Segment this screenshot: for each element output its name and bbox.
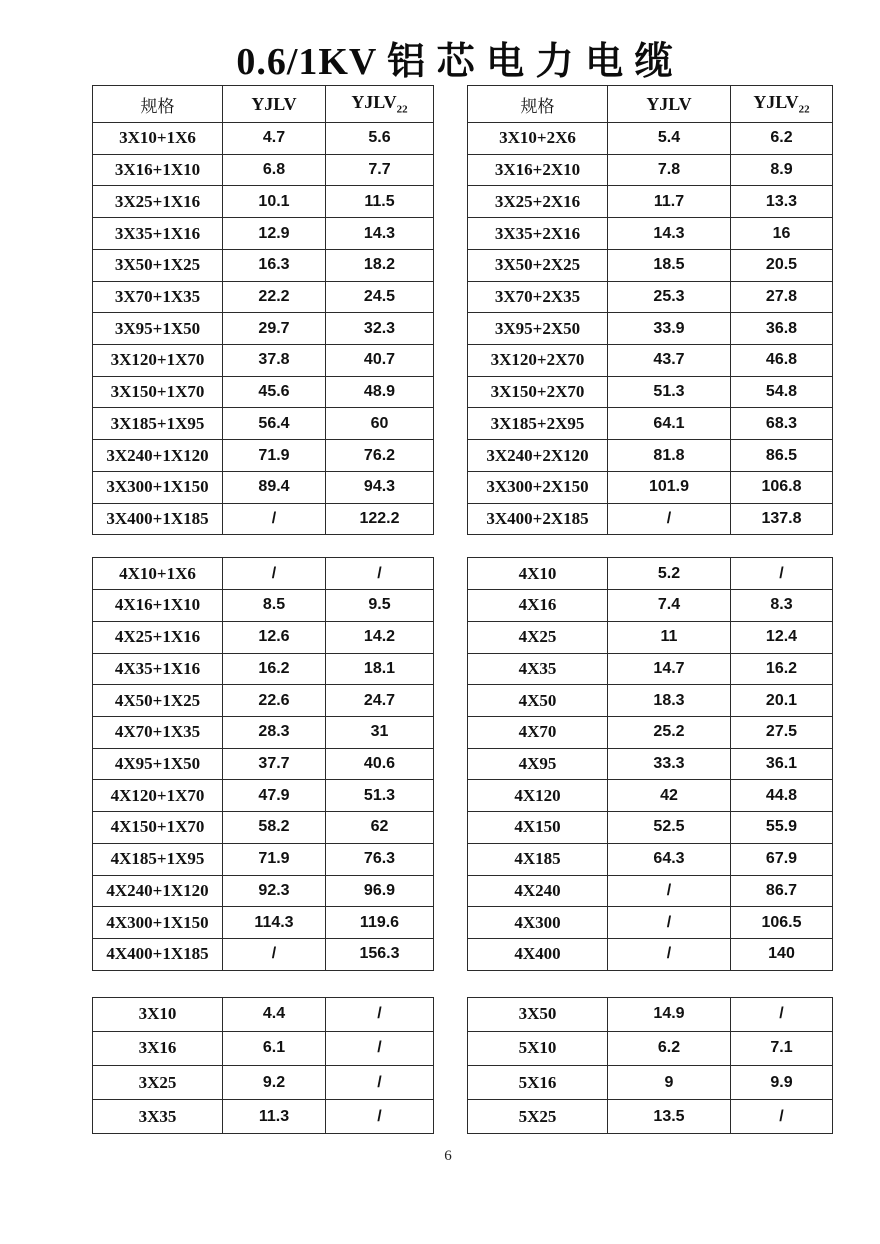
- value-cell: /: [326, 1100, 434, 1134]
- value-cell: 28.3: [223, 716, 326, 748]
- table-row: [93, 843, 434, 875]
- spec-cell: 3X120+2X70: [468, 345, 608, 377]
- table-row: [468, 621, 833, 653]
- value-cell: 62: [326, 812, 434, 844]
- value-cell: 114.3: [223, 907, 326, 939]
- spec-cell: 4X70+1X35: [93, 716, 223, 748]
- table-row: [93, 1031, 434, 1065]
- value-cell: 64.3: [608, 843, 731, 875]
- table-row: [468, 653, 833, 685]
- table-row: [468, 558, 833, 590]
- table-row: [468, 997, 833, 1031]
- value-cell: 27.5: [731, 716, 833, 748]
- table-row: [93, 313, 434, 345]
- header-spec: 规格: [468, 86, 608, 123]
- table-row: [93, 249, 434, 281]
- value-cell: 86.5: [731, 440, 833, 472]
- table-row: [93, 503, 434, 535]
- table-row: [468, 716, 833, 748]
- spec-cell: 3X50+1X25: [93, 249, 223, 281]
- spec-cell: 4X25: [468, 621, 608, 653]
- value-cell: 16.3: [223, 249, 326, 281]
- spec-cell: 4X50: [468, 685, 608, 717]
- value-cell: 52.5: [608, 812, 731, 844]
- value-cell: /: [608, 875, 731, 907]
- value-cell: 12.6: [223, 621, 326, 653]
- spec-cell: 4X185: [468, 843, 608, 875]
- value-cell: 33.9: [608, 313, 731, 345]
- table-row: [93, 621, 434, 653]
- value-cell: 8.9: [731, 154, 833, 186]
- spec-cell: 3X400+2X185: [468, 503, 608, 535]
- header-yjlv22-subscript: 22: [396, 103, 408, 116]
- table-row: [468, 376, 833, 408]
- value-cell: /: [223, 558, 326, 590]
- table-row: [93, 748, 434, 780]
- value-cell: /: [326, 997, 434, 1031]
- table-row: [468, 503, 833, 535]
- value-cell: /: [326, 1031, 434, 1065]
- value-cell: 9: [608, 1066, 731, 1100]
- spec-cell: 4X300: [468, 907, 608, 939]
- value-cell: 55.9: [731, 812, 833, 844]
- spec-cell: 3X35+2X16: [468, 218, 608, 250]
- value-cell: 47.9: [223, 780, 326, 812]
- table-header-row: [93, 86, 434, 123]
- spec-cell: 4X400: [468, 938, 608, 970]
- spec-cell: 4X240: [468, 875, 608, 907]
- table-header-row: [468, 86, 833, 123]
- table-row: [468, 123, 833, 155]
- value-cell: 122.2: [326, 503, 434, 535]
- value-cell: 22.6: [223, 685, 326, 717]
- spec-cell: 4X400+1X185: [93, 938, 223, 970]
- spec-cell: 4X95: [468, 748, 608, 780]
- value-cell: 11.3: [223, 1100, 326, 1134]
- value-cell: 13.3: [731, 186, 833, 218]
- value-cell: 48.9: [326, 376, 434, 408]
- table-row: [93, 123, 434, 155]
- spec-cell: 3X240+2X120: [468, 440, 608, 472]
- value-cell: 81.8: [608, 440, 731, 472]
- spec-cell: 3X35+1X16: [93, 218, 223, 250]
- value-cell: 71.9: [223, 440, 326, 472]
- table-row: [468, 218, 833, 250]
- value-cell: 5.6: [326, 123, 434, 155]
- table-row: [468, 748, 833, 780]
- value-cell: 18.1: [326, 653, 434, 685]
- value-cell: 140: [731, 938, 833, 970]
- spec-cell: 3X10+1X6: [93, 123, 223, 155]
- table-row: [93, 938, 434, 970]
- value-cell: 11.5: [326, 186, 434, 218]
- spec-cell: 3X16: [93, 1031, 223, 1065]
- table-row: [468, 812, 833, 844]
- value-cell: 42: [608, 780, 731, 812]
- spec-table-right-bottom: [467, 997, 833, 1135]
- table-row: [93, 376, 434, 408]
- value-cell: 24.7: [326, 685, 434, 717]
- table-row: [93, 812, 434, 844]
- spec-cell: 5X25: [468, 1100, 608, 1134]
- spec-cell: 3X25+2X16: [468, 186, 608, 218]
- value-cell: /: [223, 503, 326, 535]
- value-cell: 137.8: [731, 503, 833, 535]
- table-row: [468, 780, 833, 812]
- table-row: [93, 408, 434, 440]
- value-cell: 8.5: [223, 590, 326, 622]
- value-cell: 25.2: [608, 716, 731, 748]
- value-cell: 43.7: [608, 345, 731, 377]
- right-column: [467, 85, 832, 1134]
- spec-cell: 3X25: [93, 1066, 223, 1100]
- value-cell: 13.5: [608, 1100, 731, 1134]
- value-cell: 76.2: [326, 440, 434, 472]
- value-cell: 18.5: [608, 249, 731, 281]
- value-cell: 106.5: [731, 907, 833, 939]
- value-cell: 58.2: [223, 812, 326, 844]
- value-cell: 4.4: [223, 997, 326, 1031]
- spec-cell: 4X300+1X150: [93, 907, 223, 939]
- spec-cell: 3X300+2X150: [468, 471, 608, 503]
- value-cell: 106.8: [731, 471, 833, 503]
- value-cell: /: [731, 997, 833, 1031]
- value-cell: 156.3: [326, 938, 434, 970]
- table-row: [468, 685, 833, 717]
- spec-cell: 3X70+2X35: [468, 281, 608, 313]
- value-cell: 37.7: [223, 748, 326, 780]
- value-cell: /: [608, 907, 731, 939]
- value-cell: 14.9: [608, 997, 731, 1031]
- value-cell: 64.1: [608, 408, 731, 440]
- header-yjlv22: [326, 86, 434, 123]
- table-row: [93, 590, 434, 622]
- spec-cell: 4X70: [468, 716, 608, 748]
- value-cell: 9.9: [731, 1066, 833, 1100]
- spec-cell: 3X50+2X25: [468, 249, 608, 281]
- value-cell: 6.2: [608, 1031, 731, 1065]
- value-cell: 18.3: [608, 685, 731, 717]
- spec-cell: 4X50+1X25: [93, 685, 223, 717]
- value-cell: 6.8: [223, 154, 326, 186]
- table-row: [468, 471, 833, 503]
- spec-cell: 4X95+1X50: [93, 748, 223, 780]
- table-row: [468, 938, 833, 970]
- value-cell: /: [608, 938, 731, 970]
- value-cell: 7.1: [731, 1031, 833, 1065]
- value-cell: /: [326, 1066, 434, 1100]
- spec-cell: 3X70+1X35: [93, 281, 223, 313]
- value-cell: 44.8: [731, 780, 833, 812]
- header-yjlv22-subscript: 22: [798, 103, 810, 116]
- value-cell: /: [223, 938, 326, 970]
- value-cell: 11.7: [608, 186, 731, 218]
- value-cell: 8.3: [731, 590, 833, 622]
- value-cell: 37.8: [223, 345, 326, 377]
- table-row: [468, 1066, 833, 1100]
- spec-cell: 4X35+1X16: [93, 653, 223, 685]
- value-cell: 25.3: [608, 281, 731, 313]
- value-cell: 40.7: [326, 345, 434, 377]
- table-row: [468, 1031, 833, 1065]
- table-row: [93, 907, 434, 939]
- spec-cell: 4X35: [468, 653, 608, 685]
- spec-cell: 3X185+2X95: [468, 408, 608, 440]
- value-cell: 89.4: [223, 471, 326, 503]
- value-cell: 33.3: [608, 748, 731, 780]
- spec-cell: 4X10+1X6: [93, 558, 223, 590]
- table-head: [93, 86, 434, 123]
- spec-cell: 4X240+1X120: [93, 875, 223, 907]
- value-cell: 119.6: [326, 907, 434, 939]
- table-row: [468, 440, 833, 472]
- header-spec: 规格: [93, 86, 223, 123]
- table-row: [468, 186, 833, 218]
- spec-cell: 4X150: [468, 812, 608, 844]
- value-cell: /: [608, 503, 731, 535]
- value-cell: 12.4: [731, 621, 833, 653]
- table-row: [93, 875, 434, 907]
- value-cell: 86.7: [731, 875, 833, 907]
- table-row: [93, 685, 434, 717]
- value-cell: 16.2: [731, 653, 833, 685]
- table-row: [468, 1100, 833, 1134]
- value-cell: 36.8: [731, 313, 833, 345]
- value-cell: 31: [326, 716, 434, 748]
- value-cell: 5.2: [608, 558, 731, 590]
- table-row: [468, 590, 833, 622]
- spec-table-right-top: [467, 85, 833, 535]
- value-cell: 51.3: [608, 376, 731, 408]
- value-cell: 60: [326, 408, 434, 440]
- value-cell: 9.2: [223, 1066, 326, 1100]
- table-row: [93, 218, 434, 250]
- value-cell: 101.9: [608, 471, 731, 503]
- value-cell: 6.2: [731, 123, 833, 155]
- value-cell: 94.3: [326, 471, 434, 503]
- table-row: [93, 997, 434, 1031]
- spec-cell: 4X120: [468, 780, 608, 812]
- value-cell: 24.5: [326, 281, 434, 313]
- value-cell: 5.4: [608, 123, 731, 155]
- table-row: [468, 154, 833, 186]
- value-cell: 46.8: [731, 345, 833, 377]
- value-cell: 22.2: [223, 281, 326, 313]
- table-row: [468, 249, 833, 281]
- header-yjlv22: [731, 86, 833, 123]
- value-cell: 6.1: [223, 1031, 326, 1065]
- table-row: [93, 440, 434, 472]
- spec-cell: 5X10: [468, 1031, 608, 1065]
- value-cell: 96.9: [326, 875, 434, 907]
- table-row: [93, 716, 434, 748]
- value-cell: 27.8: [731, 281, 833, 313]
- spec-cell: 3X185+1X95: [93, 408, 223, 440]
- spec-cell: 3X25+1X16: [93, 186, 223, 218]
- value-cell: 18.2: [326, 249, 434, 281]
- table-row: [93, 780, 434, 812]
- header-yjlv: YJLV: [223, 86, 326, 123]
- table-row: [93, 1100, 434, 1134]
- spec-cell: 4X16+1X10: [93, 590, 223, 622]
- table-row: [93, 186, 434, 218]
- table-row: [93, 1066, 434, 1100]
- table-row: [93, 281, 434, 313]
- header-yjlv: YJLV: [608, 86, 731, 123]
- value-cell: 36.1: [731, 748, 833, 780]
- value-cell: 7.4: [608, 590, 731, 622]
- table-row: [468, 907, 833, 939]
- spec-table-right-middle: [467, 557, 833, 970]
- value-cell: 68.3: [731, 408, 833, 440]
- value-cell: 14.7: [608, 653, 731, 685]
- value-cell: 67.9: [731, 843, 833, 875]
- spec-cell: 3X16+1X10: [93, 154, 223, 186]
- value-cell: 7.7: [326, 154, 434, 186]
- value-cell: /: [731, 558, 833, 590]
- value-cell: 76.3: [326, 843, 434, 875]
- page-title: 0.6/1KV 铝 芯 电 力 电 缆: [236, 41, 674, 83]
- value-cell: /: [326, 558, 434, 590]
- value-cell: 11: [608, 621, 731, 653]
- value-cell: 4.7: [223, 123, 326, 155]
- spec-table-left-bottom: [92, 997, 434, 1135]
- spec-cell: 4X150+1X70: [93, 812, 223, 844]
- table-row: [468, 313, 833, 345]
- table-row: [468, 875, 833, 907]
- spec-cell: 3X400+1X185: [93, 503, 223, 535]
- table-row: [468, 281, 833, 313]
- spec-cell: 4X25+1X16: [93, 621, 223, 653]
- value-cell: 71.9: [223, 843, 326, 875]
- value-cell: 10.1: [223, 186, 326, 218]
- header-yjlv22-base: YJLV: [753, 92, 799, 113]
- table-row: [93, 471, 434, 503]
- page-number: 6: [444, 1148, 452, 1164]
- spec-cell: 3X150+2X70: [468, 376, 608, 408]
- spec-cell: 4X16: [468, 590, 608, 622]
- table-row: [468, 408, 833, 440]
- value-cell: 92.3: [223, 875, 326, 907]
- spec-table-left-middle: [92, 557, 434, 970]
- spec-cell: 3X10: [93, 997, 223, 1031]
- spec-cell: 3X35: [93, 1100, 223, 1134]
- value-cell: 56.4: [223, 408, 326, 440]
- table-row: [93, 345, 434, 377]
- left-column: [92, 85, 433, 1134]
- spec-cell: 4X120+1X70: [93, 780, 223, 812]
- value-cell: 45.6: [223, 376, 326, 408]
- value-cell: 9.5: [326, 590, 434, 622]
- spec-cell: 3X120+1X70: [93, 345, 223, 377]
- value-cell: 7.8: [608, 154, 731, 186]
- header-yjlv22-base: YJLV: [351, 92, 397, 113]
- value-cell: 20.1: [731, 685, 833, 717]
- value-cell: 12.9: [223, 218, 326, 250]
- spec-cell: 4X185+1X95: [93, 843, 223, 875]
- value-cell: 14.3: [326, 218, 434, 250]
- table-row: [93, 653, 434, 685]
- table-head: [468, 86, 833, 123]
- table-row: [468, 345, 833, 377]
- value-cell: 54.8: [731, 376, 833, 408]
- spec-cell: 3X300+1X150: [93, 471, 223, 503]
- spec-cell: 3X95+2X50: [468, 313, 608, 345]
- value-cell: 29.7: [223, 313, 326, 345]
- value-cell: 16: [731, 218, 833, 250]
- spec-cell: 3X16+2X10: [468, 154, 608, 186]
- value-cell: 14.3: [608, 218, 731, 250]
- value-cell: /: [731, 1100, 833, 1134]
- value-cell: 20.5: [731, 249, 833, 281]
- spec-cell: 3X10+2X6: [468, 123, 608, 155]
- value-cell: 32.3: [326, 313, 434, 345]
- spec-cell: 5X16: [468, 1066, 608, 1100]
- table-row: [468, 843, 833, 875]
- value-cell: 40.6: [326, 748, 434, 780]
- spec-cell: 3X50: [468, 997, 608, 1031]
- value-cell: 14.2: [326, 621, 434, 653]
- spec-cell: 3X150+1X70: [93, 376, 223, 408]
- spec-cell: 3X240+1X120: [93, 440, 223, 472]
- value-cell: 16.2: [223, 653, 326, 685]
- table-row: [93, 154, 434, 186]
- spec-cell: 4X10: [468, 558, 608, 590]
- spec-table-left-top: [92, 85, 434, 535]
- table-row: [93, 558, 434, 590]
- value-cell: 51.3: [326, 780, 434, 812]
- spec-cell: 3X95+1X50: [93, 313, 223, 345]
